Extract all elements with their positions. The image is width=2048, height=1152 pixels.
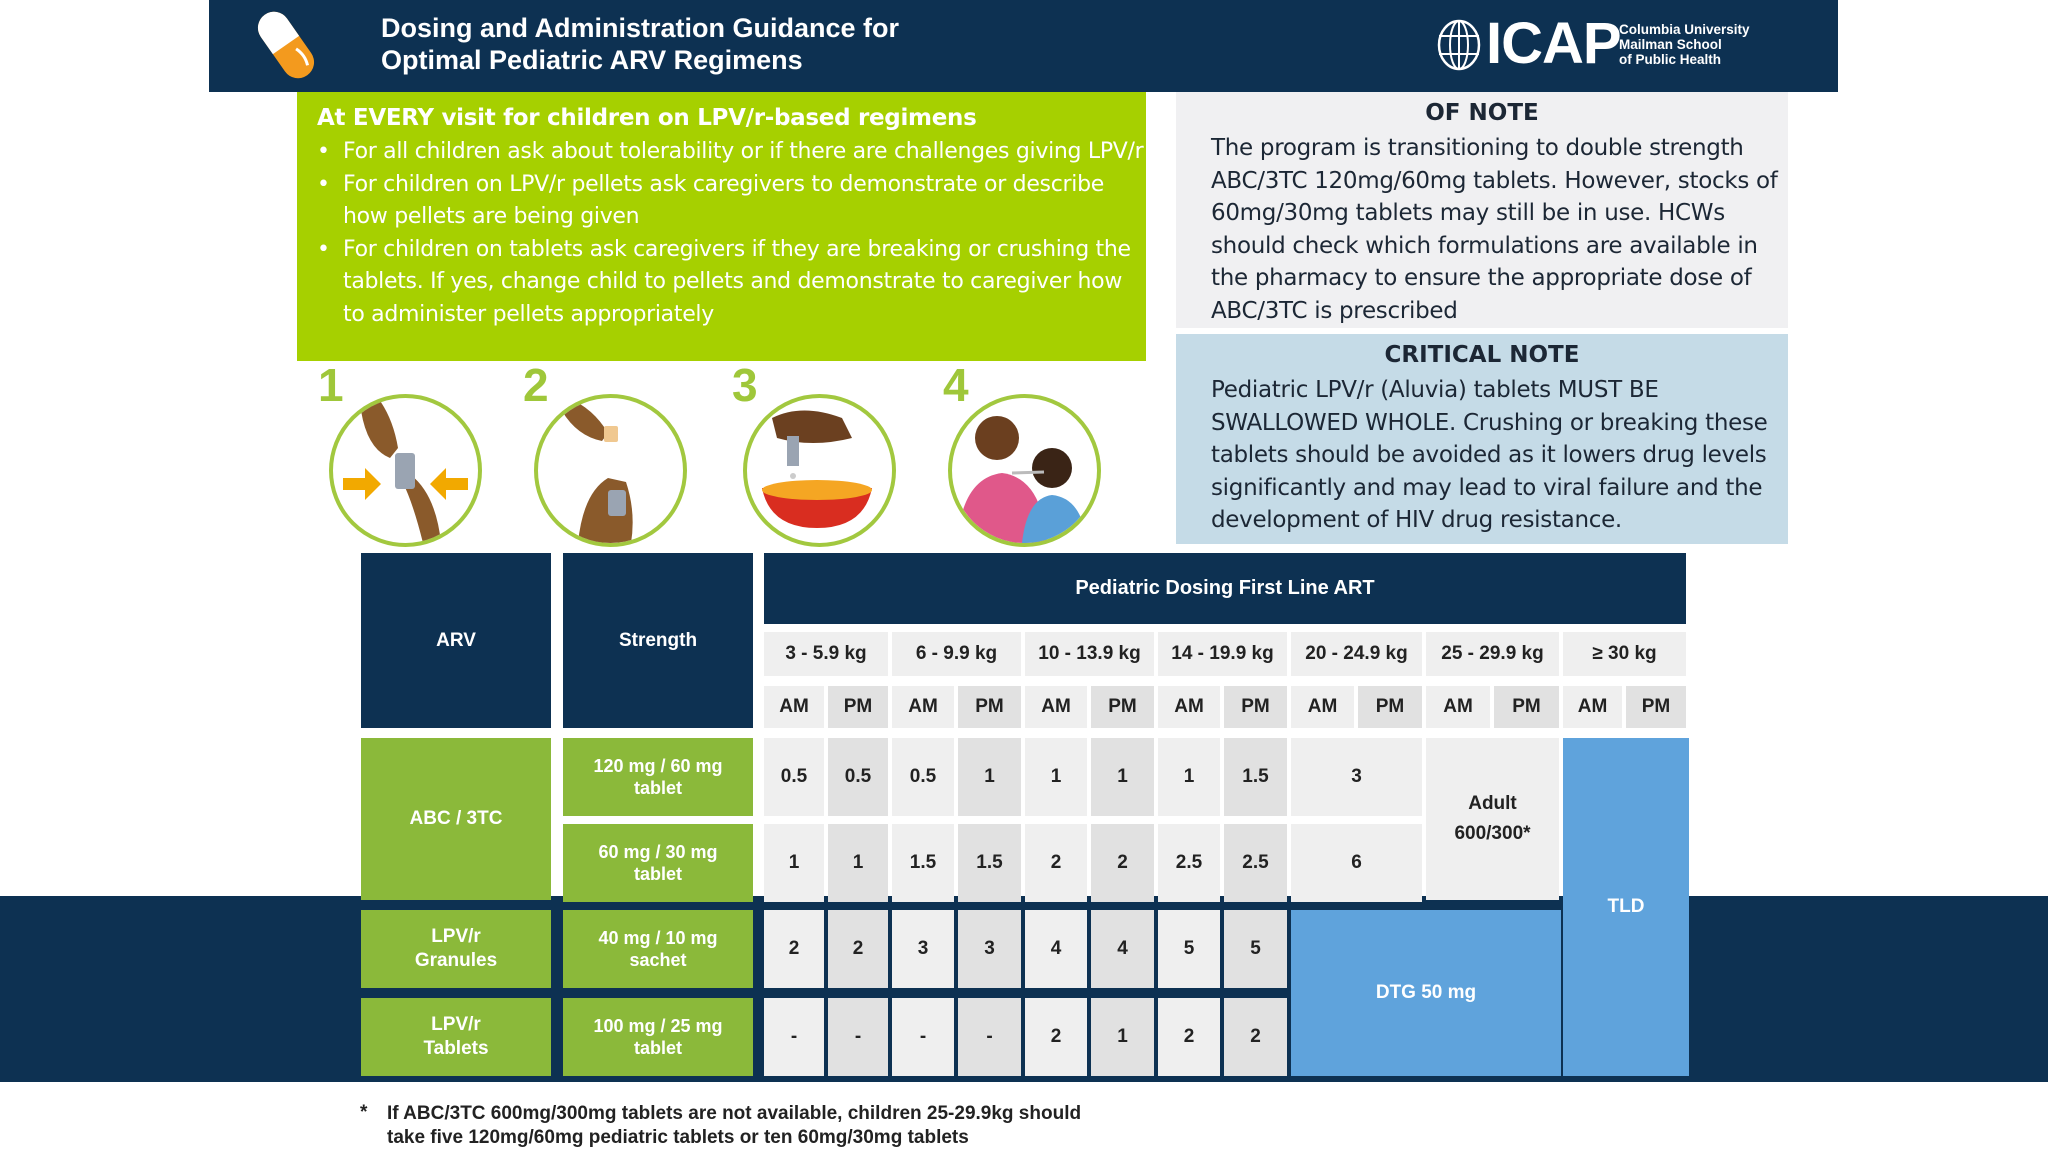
logo-subtitle-line: Columbia University [1619,22,1750,37]
visit-guidance-list [317,136,1146,331]
visit-guidance-title: At EVERY visit for children on LPV/r-based regimens [317,105,977,131]
weight-band-header: 14 - 19.9 kg [1158,632,1287,676]
step-number: 2 [523,359,549,411]
logo-subtitle-line: of Public Health [1619,52,1722,67]
dose-cell: 1 [1025,738,1087,816]
weight-band-header: 3 - 5.9 kg [764,632,888,676]
dose-cell: 0.5 [828,738,888,816]
strength-cell: 40 mg / 10 mg sachet [563,910,753,988]
dose-cell: 2 [828,910,888,988]
sachet-squeeze-icon [329,394,482,547]
dose-cell: 1 [1158,738,1220,816]
page-title-line-1: Dosing and Administration Guidance for [381,13,900,43]
dose-cell: 1 [828,824,888,902]
dose-cell: 3 [1291,738,1422,816]
dose-cell: 2 [1158,998,1220,1076]
critical-note-title: CRITICAL NOTE [1384,342,1580,368]
list-item: • For children on tablets ask caregivers if they are breaking or crushing the tablets. If yes, change child to pellets and demonstrate to caregiver how to administer pellets appropriately [317,234,1146,332]
dose-cell: 2 [1025,998,1087,1076]
dose-cell: 4 [1091,910,1154,988]
of-note-box [1176,92,1788,328]
dose-cell: 1.5 [892,824,954,902]
column-header-strength: Strength [563,553,753,728]
dose-cell: 1 [958,738,1021,816]
am-header: AM [764,686,824,728]
dose-cell: 0.5 [764,738,824,816]
step-number: 1 [318,359,344,411]
column-header-arv: ARV [361,553,551,728]
strength-cell: 120 mg / 60 mg tablet [563,738,753,816]
adult-dose-cell: Adult 600/300* [1426,738,1559,900]
pm-header: PM [828,686,888,728]
footnote-star: * [360,1102,368,1123]
dose-cell: 1 [1091,738,1154,816]
dose-cell: 1.5 [958,824,1021,902]
tld-cell: TLD [1563,738,1689,1076]
drug-lpvr-granules: LPV/r Granules [361,910,551,988]
am-header: AM [1158,686,1220,728]
step-number: 4 [943,359,969,411]
am-header: AM [1563,686,1622,728]
dose-cell: 2 [1091,824,1154,902]
list-item: • For children on LPV/r pellets ask caregivers to demonstrate or describe how pellets are being given [317,169,1146,234]
dose-cell: 2 [1025,824,1087,902]
of-note-title: OF NOTE [1425,100,1539,126]
strength-cell: 100 mg / 25 mg tablet [563,998,753,1076]
weight-band-header: 20 - 24.9 kg [1291,632,1422,676]
pm-header: PM [1224,686,1287,728]
footnote [387,1102,1081,1150]
logo-subtitle-line: Mailman School [1619,37,1722,52]
visit-guidance-box [297,92,1146,361]
footnote-line: If ABC/3TC 600mg/300mg tablets are not available, children 25-29.9kg should [387,1103,1082,1124]
page-title [381,12,899,76]
dose-cell: - [828,998,888,1076]
table-title: Pediatric Dosing First Line ART [764,553,1686,624]
strength-cell: 60 mg / 30 mg tablet [563,824,753,902]
dtg-cell: DTG 50 mg [1291,910,1561,1076]
dose-cell: - [892,998,954,1076]
am-header: AM [892,686,954,728]
weight-band-header: 6 - 9.9 kg [892,632,1021,676]
dose-cell: - [764,998,824,1076]
pm-header: PM [1091,686,1154,728]
dose-cell: 2.5 [1224,824,1287,902]
am-header: AM [1291,686,1354,728]
dose-cell: 5 [1224,910,1287,988]
dose-cell: 2.5 [1158,824,1220,902]
list-item: • For all children ask about tolerability or if there are challenges giving LPV/r [317,136,1146,169]
footnote-line: take five 120mg/60mg pediatric tablets or ten 60mg/30mg tablets [387,1127,969,1148]
pm-header: PM [1626,686,1686,728]
critical-note-body: Pediatric LPV/r (Aluvia) tablets MUST BE SWALLOWED WHOLE. Crushing or breaking these tablets should be avoided as it lowers drug levels significantly and may lead to viral failure and the development of HIV drug resistance. [1211,377,1768,533]
pour-pellets-on-food-icon [743,394,896,547]
drug-abc-3tc: ABC / 3TC [361,738,551,900]
feeding-child-icon [948,394,1101,547]
weight-band-header: 10 - 13.9 kg [1025,632,1154,676]
of-note-body: The program is transitioning to double strength ABC/3TC 120mg/60mg tablets. However, stocks of 60mg/30mg tablets may still be in use. HCWs should check which formulations are available in the pharmacy to ensure the appropriate dose of ABC/3TC is prescribed [1211,135,1778,324]
pill-capsule-icon [252,6,320,84]
dose-cell: 3 [892,910,954,988]
pm-header: PM [1494,686,1559,728]
sachet-open-icon [534,394,687,547]
am-header: AM [1025,686,1087,728]
dose-cell: 4 [1025,910,1087,988]
step-number: 3 [732,359,758,411]
logo-subtitle [1619,22,1750,67]
critical-note-box [1176,334,1788,544]
dose-cell: 1.5 [1224,738,1287,816]
drug-lpvr-tablets: LPV/r Tablets [361,998,551,1076]
dose-cell: 1 [764,824,824,902]
dose-cell: 6 [1291,824,1422,902]
dose-cell: 3 [958,910,1021,988]
dose-cell: 0.5 [892,738,954,816]
pm-header: PM [1358,686,1422,728]
dose-cell: 2 [1224,998,1287,1076]
bottom-band [0,896,2048,1082]
pm-header: PM [958,686,1021,728]
dose-cell: 1 [1091,998,1154,1076]
weight-band-header: ≥ 30 kg [1563,632,1686,676]
dose-cell: 5 [1158,910,1220,988]
globe-logo-icon [1434,14,1484,74]
dose-cell: - [958,998,1021,1076]
weight-band-header: 25 - 29.9 kg [1426,632,1559,676]
am-header: AM [1426,686,1490,728]
logo-wordmark: ICAP [1486,11,1621,76]
page-title-line-2: Optimal Pediatric ARV Regimens [381,45,803,75]
dose-cell: 2 [764,910,824,988]
